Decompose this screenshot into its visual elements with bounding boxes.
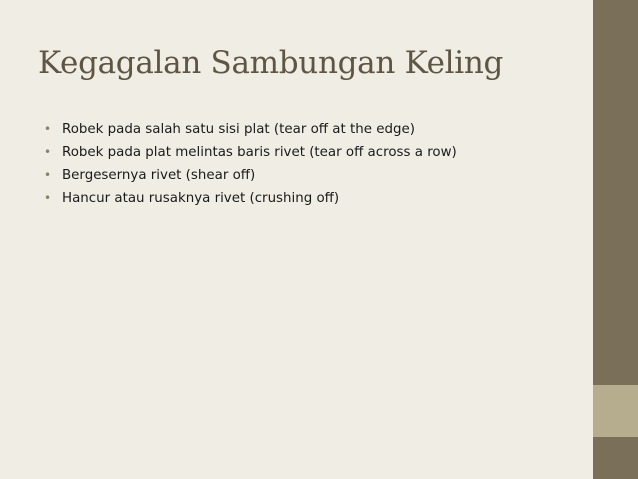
bullet-text: Bergesernya rivet (shear off) xyxy=(62,168,256,183)
bullet-item xyxy=(38,141,588,164)
bullet-dot-icon: • xyxy=(44,122,52,136)
bullet-dot-icon: • xyxy=(44,191,52,205)
slide-title: Kegagalan Sambungan Keling xyxy=(38,45,504,81)
bullet-text: Robek pada salah satu sisi plat (tear off at the edge) xyxy=(62,122,415,137)
bullet-dot-icon: • xyxy=(44,168,52,182)
right-bar-accent-block xyxy=(593,385,638,437)
bullet-text: Robek pada plat melintas baris rivet (tear off across a row) xyxy=(62,145,457,160)
bullet-item xyxy=(38,118,588,141)
bullet-item xyxy=(38,187,588,210)
bullet-item xyxy=(38,164,588,187)
bullet-list xyxy=(38,118,588,210)
bullet-text: Hancur atau rusaknya rivet (crushing off) xyxy=(62,191,340,206)
bullet-dot-icon: • xyxy=(44,145,52,159)
